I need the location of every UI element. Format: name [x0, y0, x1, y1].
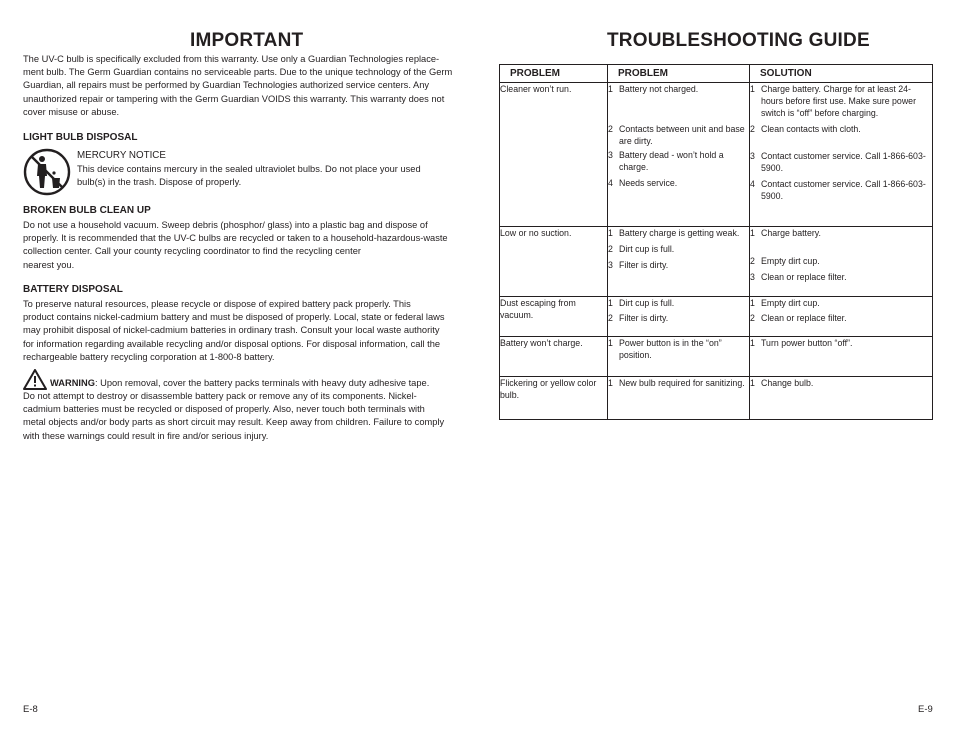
solution-item: [750, 227, 932, 239]
no-litter-icon: [23, 148, 71, 196]
item-text: Dirt cup is full.: [619, 298, 675, 308]
item-text: Empty dirt cup.: [761, 256, 820, 266]
item-number: 2: [750, 256, 755, 266]
table-header-row: [500, 65, 933, 83]
item-text: Filter is dirty.: [619, 260, 669, 270]
item-number: 1: [750, 84, 755, 94]
item-text: Battery dead - won’t hold a charge.: [619, 150, 724, 172]
text-line: nearest you.: [23, 259, 75, 270]
cause-item: [608, 377, 749, 389]
cause-cell: [608, 83, 750, 227]
problem-text: Dust escaping from vacuum.: [500, 298, 576, 320]
item-number: 4: [750, 179, 755, 189]
item-number: 1: [608, 228, 613, 238]
solution-cell: [750, 337, 933, 377]
text-line: ment bulb. The Germ Guardian contains no serviceable parts. Due to the unique technology of the Germ: [23, 67, 453, 78]
table-row: [500, 377, 933, 420]
warning-first-line: [50, 377, 460, 390]
item-number: 2: [750, 313, 755, 323]
item-number: 2: [608, 313, 613, 323]
item-number: 3: [750, 151, 755, 161]
warning-first-text: : Upon removal, cover the battery packs terminals with heavy duty adhesive tape.: [94, 378, 430, 388]
header-cause: PROBLEM: [608, 65, 750, 83]
item-text: Charge battery. Charge for at least 24-hours before first use. Make sure power switch is “off” before charging.: [761, 84, 916, 118]
item-text: Clean or replace filter.: [761, 313, 847, 323]
item-number: 1: [750, 228, 755, 238]
item-text: Contacts between unit and base are dirty.: [619, 124, 745, 146]
text-line: To preserve natural resources, please recycle or dispose of expired battery pack properly. This: [23, 299, 411, 309]
item-text: Empty dirt cup.: [761, 298, 820, 308]
solution-item: [750, 83, 932, 119]
problem-text: Flickering or yellow color bulb.: [500, 378, 597, 400]
cause-cell: [608, 337, 750, 377]
item-number: 1: [608, 298, 613, 308]
item-text: Dirt cup is full.: [619, 244, 675, 254]
warning-text: [23, 390, 455, 443]
battery-disposal-heading: BATTERY DISPOSAL: [23, 284, 123, 295]
item-text: Battery charge is getting weak.: [619, 228, 740, 238]
text-line: The UV-C bulb is specifically excluded from this warranty. Use only a Guardian Technologies replace-: [23, 54, 440, 64]
item-number: 1: [750, 338, 755, 348]
cause-item: [608, 123, 749, 147]
broken-bulb-heading: BROKEN BULB CLEAN UP: [23, 205, 151, 216]
item-text: Change bulb.: [761, 378, 814, 388]
solution-item: [750, 255, 932, 267]
page-number-left: E-8: [23, 704, 38, 715]
solution-item: [750, 178, 932, 202]
item-number: 3: [608, 260, 613, 270]
table-row: [500, 337, 933, 377]
table-body: [500, 83, 933, 420]
solution-cell: [750, 297, 933, 337]
cause-cell: [608, 227, 750, 297]
item-number: 2: [608, 124, 613, 134]
troubleshooting-title: TROUBLESHOOTING GUIDE: [607, 30, 870, 51]
light-bulb-disposal-heading: LIGHT BULB DISPOSAL: [23, 132, 138, 143]
item-number: 3: [750, 272, 755, 282]
text-line: cover misuse or abuse.: [23, 106, 120, 117]
text-line: collection center. Call your county recycling coordinator to find the recycling center: [23, 246, 361, 257]
text-line: rechargeable battery recycling corporation at 1-800-8 battery.: [23, 351, 275, 362]
text-line: Guardian, all repairs must be performed by Guardian Technologies authorized service centers. Any: [23, 80, 430, 91]
solution-cell: [750, 377, 933, 420]
item-text: New bulb required for sanitizing.: [619, 378, 745, 388]
text-line: This device contains mercury in the sealed ultraviolet bulbs. Do not place your used: [77, 164, 421, 174]
problem-text: Low or no suction.: [500, 228, 572, 238]
item-number: 3: [608, 150, 613, 160]
cause-item: [608, 337, 749, 361]
item-number: 2: [750, 124, 755, 134]
warning-triangle-icon: [23, 369, 47, 390]
cause-item: [608, 83, 749, 95]
cause-item: [608, 243, 749, 255]
problem-cell: [500, 83, 608, 227]
text-line: with these warnings could result in fire and/or serious injury.: [23, 430, 269, 441]
solution-item: [750, 297, 932, 309]
solution-cell: [750, 83, 933, 227]
text-line: bulb(s) in the trash. Dispose of properly.: [77, 177, 242, 188]
text-line: for information regarding available recycling and/or disposal options. For disposal information, call the: [23, 338, 441, 349]
important-title: IMPORTANT: [190, 30, 304, 51]
item-text: Turn power button “off”.: [761, 338, 853, 348]
solution-item: [750, 150, 932, 174]
problem-cell: [500, 337, 608, 377]
text-line: Do not use a household vacuum. Sweep debris (phosphor/ glass) into a plastic bag and dispose of: [23, 220, 428, 230]
battery-disposal-text: [23, 298, 455, 364]
text-line: Do not attempt to destroy or disassemble battery pack or remove any of its components. Nickel-: [23, 391, 417, 401]
cause-item: [608, 297, 749, 309]
problem-cell: [500, 297, 608, 337]
cause-item: [608, 177, 749, 189]
item-number: 1: [750, 298, 755, 308]
text-line: cadmium batteries must be recycled or disposed of properly. Also, never touch both terminals with: [23, 404, 425, 415]
item-text: Battery not charged.: [619, 84, 699, 94]
cause-item: [608, 227, 749, 239]
item-number: 1: [608, 378, 613, 388]
cause-cell: [608, 297, 750, 337]
solution-item: [750, 377, 932, 389]
item-text: Charge battery.: [761, 228, 821, 238]
item-text: Contact customer service. Call 1-866-603-5900.: [761, 151, 926, 173]
table-row: [500, 297, 933, 337]
table-row: [500, 227, 933, 297]
text-line: unauthorized repair or tampering with the Germ Guardian VOIDS this warranty. This warranty does not: [23, 93, 445, 104]
text-line: may prohibit disposal of nickel-cadmium batteries in ordinary trash. Consult your local waste authority: [23, 325, 440, 336]
item-number: 4: [608, 178, 613, 188]
cause-cell: [608, 377, 750, 420]
header-solution: SOLUTION: [750, 65, 933, 83]
item-text: Clean contacts with cloth.: [761, 124, 861, 134]
troubleshooting-table: [499, 64, 933, 420]
mercury-notice-text: [77, 163, 457, 189]
cause-item: [608, 259, 749, 271]
text-line: product contains nickel-cadmium battery and must be disposed of properly. Local, state or federal laws: [23, 312, 445, 323]
page-number-right: E-9: [918, 704, 933, 715]
intro-lines: [23, 53, 455, 119]
item-text: Clean or replace filter.: [761, 272, 847, 282]
problem-cell: [500, 227, 608, 297]
solution-item: [750, 123, 932, 135]
text-line: metal objects and/or body parts as short circuit may result. Keep away from children. Failure to comply: [23, 417, 445, 428]
broken-bulb-text: [23, 219, 455, 272]
item-number: 1: [750, 378, 755, 388]
right-page: [477, 0, 954, 738]
solution-cell: [750, 227, 933, 297]
problem-text: Battery won’t charge.: [500, 338, 583, 348]
cause-item: [608, 312, 749, 324]
item-text: Filter is dirty.: [619, 313, 669, 323]
problem-cell: [500, 377, 608, 420]
warning-label: WARNING: [50, 378, 95, 388]
item-text: Contact customer service. Call 1-866-603-5900.: [761, 179, 926, 201]
warranty-intro: [23, 53, 455, 119]
cause-item: [608, 149, 749, 173]
header-problem: PROBLEM: [500, 65, 608, 83]
table-row: [500, 83, 933, 227]
item-number: 1: [608, 338, 613, 348]
mercury-title: MERCURY NOTICE: [77, 150, 166, 161]
solution-item: [750, 312, 932, 324]
solution-item: [750, 271, 932, 283]
item-text: Power button is in the “on” position.: [619, 338, 722, 360]
solution-item: [750, 337, 932, 349]
item-number: 1: [608, 84, 613, 94]
text-line: properly. It is recommended that the UV-C bulbs are recycled or taken to a household-hazardous-waste: [23, 233, 448, 244]
item-text: Needs service.: [619, 178, 678, 188]
problem-text: Cleaner won’t run.: [500, 84, 572, 94]
item-number: 2: [608, 244, 613, 254]
